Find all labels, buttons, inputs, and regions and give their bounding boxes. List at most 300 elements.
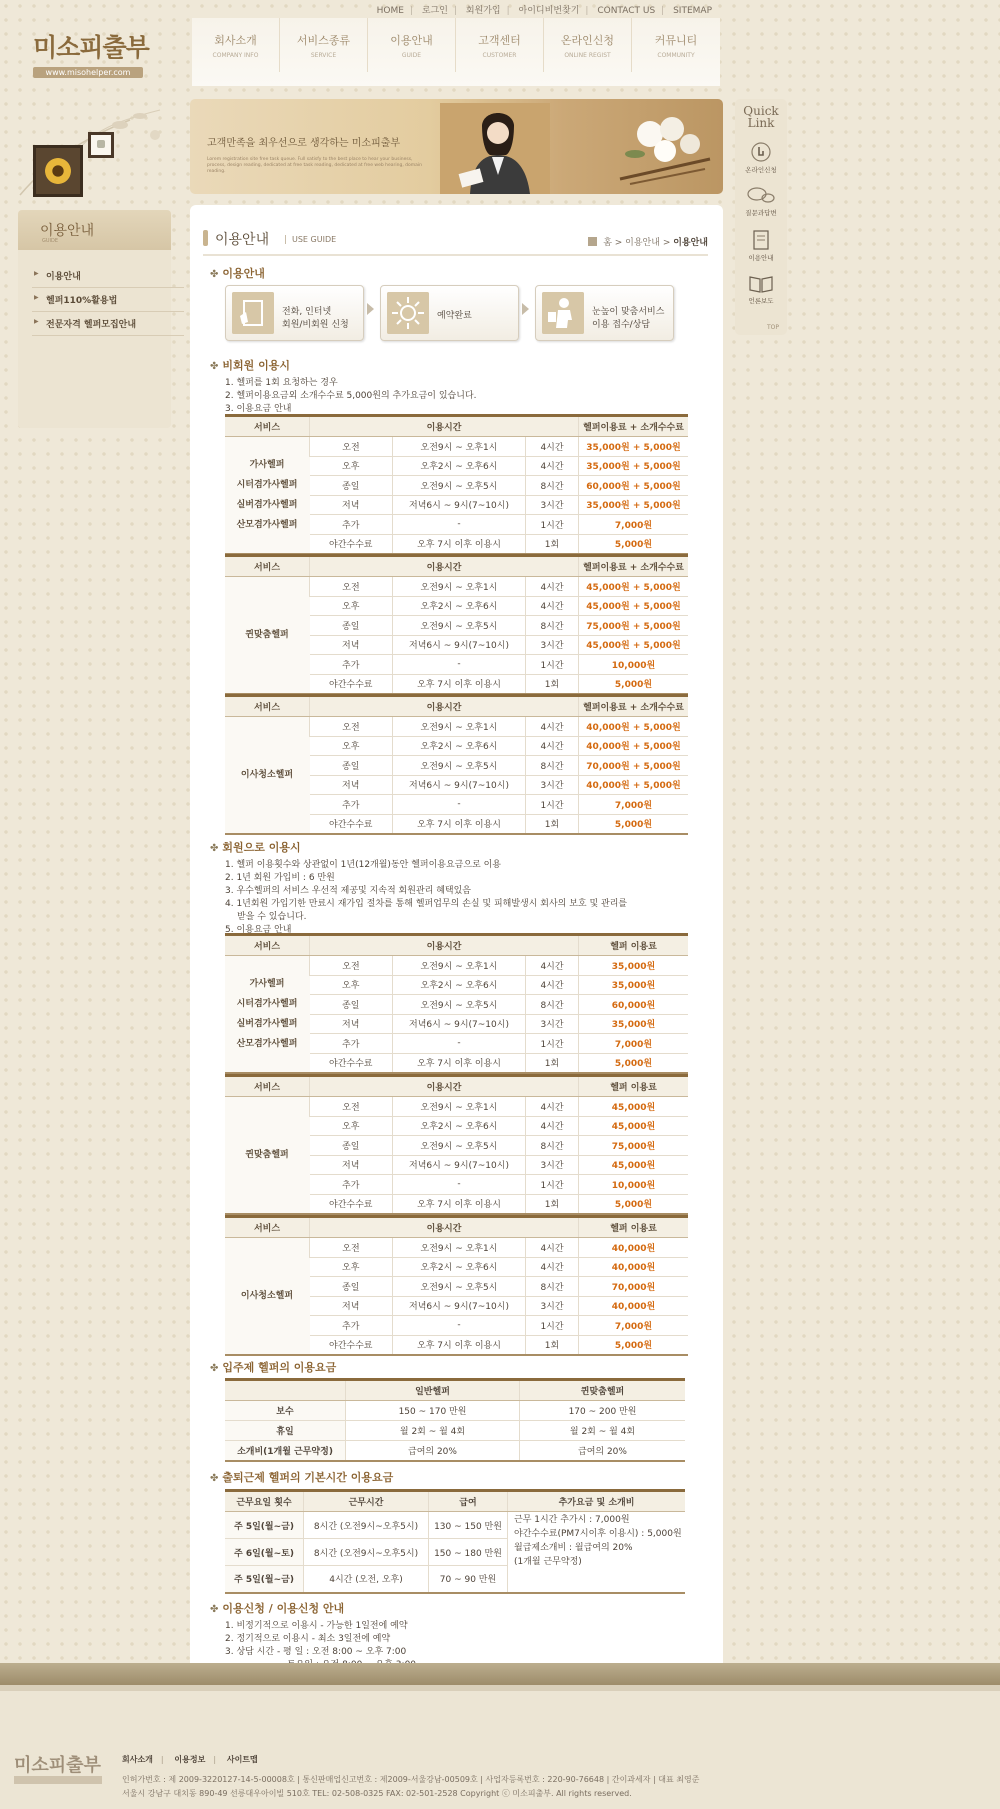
cell: 3시간	[526, 775, 579, 795]
nav-label: 회사소개	[214, 34, 257, 47]
cell: 소개비(1개월 근무약정)	[225, 1441, 346, 1462]
apply-title: 이용신청 / 이용신청 안내	[222, 1602, 345, 1615]
cell: 야간수수료	[310, 1053, 393, 1073]
commute-section	[210, 1469, 393, 1485]
quick-link-panel	[735, 99, 787, 335]
table-header-row	[225, 556, 688, 577]
cell: 오후 7시 이후 이용시	[393, 814, 526, 834]
cell: 추가	[310, 795, 393, 815]
cell: 3시간	[526, 1296, 579, 1316]
cell: 오전9시 ~ 오후1시	[393, 717, 526, 737]
main-nav	[192, 18, 720, 86]
service-name: 산모겸가사헬퍼	[236, 520, 298, 530]
service-name: 산모겸가사헬퍼	[236, 1039, 298, 1049]
bullet-icon: ✤	[210, 269, 219, 280]
cell: 1회	[526, 534, 579, 554]
cell: 보수	[225, 1401, 346, 1421]
price-cell: 75,000원	[579, 1136, 689, 1156]
column-header: 서비스	[225, 1217, 310, 1238]
footer-info	[122, 1773, 699, 1801]
price-cell: 5,000원	[579, 814, 689, 834]
cell: 3시간	[526, 495, 579, 515]
hand-pointer-icon	[750, 141, 772, 163]
cell: 야간수수료	[310, 1335, 393, 1355]
cell: 휴일	[225, 1421, 346, 1441]
cell: 오전9시 ~ 오후5시	[393, 1136, 526, 1156]
bullet-icon: ✤	[210, 843, 219, 854]
header	[0, 0, 1000, 90]
sunflower-frame-image	[33, 145, 83, 197]
guide-title: 이용안내	[222, 267, 265, 280]
cell: 추가	[310, 1034, 393, 1054]
price-cell: 40,000원 + 5,000원	[579, 736, 689, 756]
price-cell: 60,000원 + 5,000원	[579, 476, 689, 496]
utility-sitemap-link[interactable]: SITEMAP	[673, 6, 712, 16]
cell: -	[393, 1175, 526, 1195]
cell: 저녁	[310, 1296, 393, 1316]
cell: 저녁6시 ~ 9시(7~10시)	[393, 775, 526, 795]
cell: 야간수수료	[310, 814, 393, 834]
price-cell: 35,000원 + 5,000원	[579, 456, 689, 476]
cell: -	[393, 515, 526, 535]
cell: 저녁6시 ~ 9시(7~10시)	[393, 495, 526, 515]
price-cell: 40,000원 + 5,000원	[579, 775, 689, 795]
cell: 4시간	[526, 1257, 579, 1277]
cell: 월 2회 ~ 월 4회	[520, 1421, 686, 1441]
price-cell: 35,000원	[579, 975, 689, 995]
service-name-cell	[225, 1097, 310, 1215]
cell: 1회	[526, 1053, 579, 1073]
cell: 4시간	[526, 956, 579, 976]
service-name-cell	[225, 437, 310, 555]
footer-logo-url-bar	[14, 1776, 102, 1784]
logo-text: 미소피출부	[33, 33, 149, 62]
note-item: 2. 정기적으로 이용시 - 최소 3일전에 예약	[225, 1634, 391, 1644]
sidebar-item-recruit[interactable]: ▶ 전문자격 헬퍼모집안내	[32, 312, 184, 336]
guide-section	[210, 265, 265, 281]
price-cell: 45,000원	[579, 1155, 689, 1175]
service-name: 퀸맞춤헬퍼	[245, 1150, 289, 1160]
price-cell: 7,000원	[579, 1034, 689, 1054]
cell: 종일	[310, 1136, 393, 1156]
cell: 70 ~ 90 만원	[429, 1566, 508, 1593]
note-item: 1. 비정기적으로 이용시 - 가능한 1일전에 예약	[225, 1621, 408, 1631]
cell: 오후	[310, 736, 393, 756]
nav-sublabel: COMPANY INFO	[212, 52, 259, 59]
cell: 4시간	[526, 717, 579, 737]
nav-customer[interactable]	[456, 18, 544, 72]
utility-join-link[interactable]: 회원가입	[465, 6, 501, 16]
banner-title: 고객만족을 최우선으로 생각하는 미소피출부	[207, 138, 401, 149]
cell: 추가	[310, 515, 393, 535]
table-row	[225, 1097, 688, 1117]
service-name-cell	[225, 1238, 310, 1356]
column-header: 이용시간	[310, 696, 579, 717]
commute-table	[225, 1489, 685, 1594]
cell: 종일	[310, 995, 393, 1015]
cell: 4시간	[526, 975, 579, 995]
price-cell: 40,000원 + 5,000원	[579, 717, 689, 737]
cell: 8시간	[526, 1277, 579, 1297]
price-cell: 5,000원	[579, 1194, 689, 1214]
cell: 8시간	[526, 995, 579, 1015]
flowers-photo	[610, 109, 720, 189]
note-item: 3. 이용요금 안내	[225, 404, 292, 414]
step-line1: 예약완료	[437, 311, 472, 321]
price-cell: 35,000원 + 5,000원	[579, 495, 689, 515]
service-name-cell	[225, 717, 310, 835]
arrow-right-icon	[522, 303, 529, 315]
column-header: 일반헬퍼	[346, 1380, 520, 1401]
cell: 오후	[310, 975, 393, 995]
nav-label: 커뮤니티	[654, 34, 698, 47]
sidebar-item-helper-tips[interactable]: ▶ 헬퍼110%활용법	[32, 288, 184, 312]
price-cell: 45,000원	[579, 1097, 689, 1117]
service-name: 시터겸가사헬퍼	[236, 999, 298, 1009]
cell: 야간수수료	[310, 674, 393, 694]
cell: 추가	[310, 1316, 393, 1336]
note-item: 2. 헬퍼이용요금외 소개수수료 5,000원의 추가요금이 있습니다.	[225, 391, 477, 401]
quick-online-apply[interactable]	[735, 141, 787, 174]
cell: 저녁6시 ~ 9시(7~10시)	[393, 1014, 526, 1034]
utility-nav	[377, 3, 712, 16]
column-header: 서비스	[225, 1076, 310, 1097]
cell: 종일	[310, 476, 393, 496]
price-cell: 45,000원 + 5,000원	[579, 596, 689, 616]
cell: -	[393, 655, 526, 675]
cell: 1회	[526, 814, 579, 834]
nav-sublabel: SERVICE	[310, 52, 337, 59]
step-line2: 회원/비회원 신청	[282, 320, 349, 330]
member-section	[210, 839, 627, 937]
cell: 저녁	[310, 1155, 393, 1175]
note-item: 4. 1년회원 가입기한 만료시 재가입 절차를 통해 헬퍼업무의 손실 및 피해발생시 회사의 보호 및 관리를	[225, 899, 628, 909]
cell: 추가	[310, 655, 393, 675]
cell: 오후2시 ~ 오후6시	[393, 1257, 526, 1277]
table-header-row	[225, 1076, 688, 1097]
cell: 150 ~ 170 만원	[346, 1401, 520, 1421]
footer-links	[122, 1754, 258, 1765]
price-cell: 70,000원	[579, 1277, 689, 1297]
quick-label: 온라인신청	[745, 166, 777, 174]
price-cell: 40,000원	[579, 1296, 689, 1316]
column-header: 헬퍼 이용료	[579, 935, 689, 956]
table-row	[225, 956, 688, 976]
cell: 4시간	[526, 437, 579, 457]
cell: 오후 7시 이후 이용시	[393, 1335, 526, 1355]
cell: 종일	[310, 756, 393, 776]
service-name: 가사헬퍼	[249, 460, 285, 470]
table-row	[225, 1401, 685, 1421]
footer-link-info[interactable]: 이용정보	[174, 1755, 206, 1764]
logo-url: www.misohelper.com	[33, 67, 143, 78]
nav-label: 고객센터	[478, 34, 521, 47]
nav-guide[interactable]	[368, 18, 456, 72]
sidebar-title-text: 이용안내	[40, 223, 95, 239]
cell: 야간수수료	[310, 534, 393, 554]
sidebar-item-guide[interactable]: ▶ 이용안내	[32, 264, 184, 288]
step-line2: 이용 접수/상담	[592, 320, 651, 330]
utility-contact-link[interactable]: CONTACT US	[597, 6, 656, 16]
footer-link-company[interactable]: 회사소개	[122, 1755, 153, 1764]
cell: 오전9시 ~ 오후5시	[393, 995, 526, 1015]
note-item: 3. 상담 시간 - 평 일 : 오전 8:00 ~ 오후 7:00	[225, 1647, 407, 1657]
price-cell: 10,000원	[579, 655, 689, 675]
divider: |	[506, 6, 510, 16]
cell: 1시간	[526, 1034, 579, 1054]
step-reserved	[380, 285, 519, 341]
nav-community[interactable]	[632, 18, 720, 72]
cell: 8시간 (오전9시~오후5시)	[304, 1539, 429, 1566]
cell: 종일	[310, 1277, 393, 1297]
cell: 4시간	[526, 1238, 579, 1258]
cell: 1시간	[526, 1175, 579, 1195]
cell: 오후2시 ~ 오후6시	[393, 736, 526, 756]
nonmember-title: 비회원 이용시	[222, 359, 290, 372]
extra-line: 근무 1시간 추가시 : 7,000원	[514, 1515, 630, 1525]
table-header-row	[225, 1217, 688, 1238]
cell: 4시간	[526, 736, 579, 756]
table-row	[225, 1441, 685, 1462]
nonmember-section	[210, 357, 476, 416]
cell: 오후 7시 이후 이용시	[393, 534, 526, 554]
cell: 저녁6시 ~ 9시(7~10시)	[393, 635, 526, 655]
table-header-row	[225, 1380, 685, 1401]
bullet-icon: ✤	[210, 1604, 219, 1615]
price-cell: 45,000원 + 5,000원	[579, 635, 689, 655]
cell: 오전9시 ~ 오후1시	[393, 577, 526, 597]
extra-line: 월급제소개비 : 월급여의 20%	[514, 1543, 633, 1553]
divider: |	[213, 1755, 217, 1764]
price-cell: 35,000원	[579, 1014, 689, 1034]
bullet-icon: ✤	[210, 1363, 219, 1374]
extra-line: (1개월 근무약정)	[514, 1557, 582, 1567]
table-header-row	[225, 416, 688, 437]
price-cell: 40,000원	[579, 1238, 689, 1258]
fee-table	[225, 554, 688, 695]
divider: |	[160, 1755, 164, 1764]
section-title	[210, 265, 265, 281]
quick-title-line2: Link	[747, 116, 775, 130]
column-header: 서비스	[225, 696, 310, 717]
small-frame-image	[88, 132, 114, 158]
price-cell: 60,000원	[579, 995, 689, 1015]
cell: 오전	[310, 437, 393, 457]
sidebar-title-en: GUIDE	[42, 238, 59, 244]
footer-logo: 미소피출부	[14, 1755, 101, 1776]
cell: 150 ~ 180 만원	[429, 1539, 508, 1566]
section-title	[210, 357, 476, 373]
price-cell: 5,000원	[579, 1335, 689, 1355]
utility-login-link[interactable]: 로그인	[421, 6, 448, 16]
cell: 8시간	[526, 616, 579, 636]
speech-bubbles-icon	[746, 186, 776, 206]
top-banner	[190, 99, 723, 194]
cell: 추가	[310, 1175, 393, 1195]
cell: 3시간	[526, 635, 579, 655]
divider: |	[453, 6, 457, 16]
note-item: 1. 헬퍼를 1회 요청하는 경우	[225, 378, 338, 388]
sidebar-menu	[32, 264, 184, 336]
price-cell: 5,000원	[579, 1053, 689, 1073]
nav-sublabel: CUSTOMER	[482, 52, 517, 59]
utility-findid-link[interactable]: 아이디비번찾기	[518, 6, 580, 16]
quick-press[interactable]	[735, 274, 787, 305]
table-header-row	[225, 696, 688, 717]
cell: 오후2시 ~ 오후6시	[393, 456, 526, 476]
cell: 4시간	[526, 1116, 579, 1136]
service-name: 이사청소헬퍼	[240, 770, 294, 780]
breadcrumb-home[interactable]: 홈	[603, 238, 612, 248]
cell: 오전	[310, 1238, 393, 1258]
cell: -	[393, 795, 526, 815]
cell: 오전9시 ~ 오후1시	[393, 956, 526, 976]
cell: -	[393, 1034, 526, 1054]
cell: 오전9시 ~ 오후5시	[393, 1277, 526, 1297]
cell: 오후2시 ~ 오후6시	[393, 975, 526, 995]
cell: 오전	[310, 956, 393, 976]
cell: 주 5일(월~금)	[225, 1512, 304, 1539]
price-cell: 45,000원 + 5,000원	[579, 577, 689, 597]
cell: 8시간	[526, 756, 579, 776]
divider: |	[585, 6, 589, 16]
footer-link-sitemap[interactable]: 사이트맵	[226, 1755, 258, 1764]
person-icon	[542, 292, 584, 334]
price-cell: 7,000원	[579, 515, 689, 535]
cell: -	[393, 1316, 526, 1336]
livein-section	[210, 1359, 336, 1375]
nav-service[interactable]	[280, 18, 368, 72]
divider: |	[409, 6, 413, 16]
cell: 오후	[310, 1116, 393, 1136]
cell: 저녁6시 ~ 9시(7~10시)	[393, 1296, 526, 1316]
cell: 오후 7시 이후 이용시	[393, 1194, 526, 1214]
cell: 4시간	[526, 577, 579, 597]
top-button[interactable]: TOP	[766, 324, 779, 331]
cell: 130 ~ 150 만원	[429, 1512, 508, 1539]
cell: 8시간 (오전9시~오후5시)	[304, 1512, 429, 1539]
breadcrumb: 홈 > 이용안내 > 이용안내	[588, 235, 708, 248]
price-cell: 40,000원	[579, 1257, 689, 1277]
cell: 3시간	[526, 1155, 579, 1175]
column-header: 추가요금 및 소개비	[508, 1491, 686, 1512]
cell: 1회	[526, 1194, 579, 1214]
step-line1: 눈높이 맞춤서비스	[592, 307, 665, 317]
page-title: 이용안내	[215, 232, 270, 248]
extra-fee-cell	[508, 1512, 686, 1593]
step-apply	[225, 285, 364, 341]
member-title: 회원으로 이용시	[222, 841, 301, 854]
cell: 급여의 20%	[520, 1441, 686, 1462]
service-name: 실버겸가사헬퍼	[236, 500, 298, 510]
woman-photo	[440, 103, 550, 194]
bullet-icon: ✤	[210, 361, 219, 372]
step-line1: 전화, 인터넷	[282, 307, 332, 317]
cell: 오전	[310, 1097, 393, 1117]
note-item: 2. 1년 회원 가입비 : 6 만원	[225, 873, 335, 883]
section-title	[210, 1600, 424, 1616]
footer	[0, 1691, 1000, 1809]
cell: 오후2시 ~ 오후6시	[393, 596, 526, 616]
footer-band	[0, 1663, 1000, 1685]
cell: 저녁	[310, 1014, 393, 1034]
quick-label: 언론보도	[748, 297, 774, 305]
sun-icon	[387, 292, 429, 334]
cell: 오전	[310, 577, 393, 597]
cell: 8시간	[526, 1136, 579, 1156]
service-name: 이사청소헬퍼	[240, 1291, 294, 1301]
service-name: 시터겸가사헬퍼	[236, 480, 298, 490]
service-name-cell	[225, 956, 310, 1074]
cell: 오전	[310, 717, 393, 737]
cell: 오후	[310, 456, 393, 476]
sidebar-title	[18, 210, 171, 250]
column-header: 헬퍼 이용료	[579, 1076, 689, 1097]
site-logo[interactable]	[33, 28, 151, 78]
quick-qna[interactable]	[735, 186, 787, 217]
column-header: 서비스	[225, 416, 310, 437]
cell: 1시간	[526, 1316, 579, 1336]
quick-label: 질문과답변	[745, 209, 777, 217]
cell: 오후	[310, 596, 393, 616]
note-item: 받을 수 있습니다.	[237, 912, 307, 922]
nav-sublabel: COMMUNITY	[657, 52, 695, 59]
arrow-right-icon	[367, 303, 374, 315]
cell: 1시간	[526, 515, 579, 535]
cell: 오후 7시 이후 이용시	[393, 1053, 526, 1073]
fee-table	[225, 933, 688, 1074]
breadcrumb-section[interactable]: 이용안내	[625, 238, 660, 248]
guide-steps	[225, 285, 675, 341]
cell: 오전9시 ~ 오후1시	[393, 1238, 526, 1258]
note-item: 5. 이용요금 안내	[225, 925, 292, 935]
column-header: 퀸맞춤헬퍼	[520, 1380, 686, 1401]
cell: 4시간 (오전, 오후)	[304, 1566, 429, 1593]
step-service	[535, 285, 674, 341]
service-name: 실버겸가사헬퍼	[236, 1019, 298, 1029]
divider: |	[661, 6, 665, 16]
note-item: 1. 헬퍼 이용횟수와 상관없이 1년(12개월)동안 헬퍼이용요금으로 이용	[225, 860, 501, 870]
nav-company[interactable]	[192, 18, 280, 72]
home-icon	[588, 237, 597, 246]
footer-info-line2: 서울시 강남구 대치동 890-49 선릉대우아이빌 510호 TEL: 02-508-0325 FAX: 02-501-2528 Copyright ⓒ 미소피출부. All rights reserved.	[122, 1789, 632, 1798]
footer-info-line1: 인허가번호 : 제 2009-3220127-14-5-00008호 | 통신판매업신고번호 : 제2009-서울강남-00509호 | 사업자등록번호 : 220-90-76648 | 간이과세자 | 대표 최영준	[122, 1775, 700, 1784]
nonmember-notes	[225, 377, 476, 416]
quick-guide[interactable]	[735, 229, 787, 262]
step-text	[592, 306, 664, 332]
livein-table	[225, 1378, 685, 1462]
open-book-icon	[748, 274, 774, 294]
price-cell: 10,000원	[579, 1175, 689, 1195]
cell: 오전9시 ~ 오후5시	[393, 476, 526, 496]
cell: 170 ~ 200 만원	[520, 1401, 686, 1421]
cell: 4시간	[526, 456, 579, 476]
section-title	[210, 1469, 393, 1485]
price-cell: 7,000원	[579, 1316, 689, 1336]
notebook-icon	[752, 229, 770, 251]
sunflower-icon	[45, 158, 71, 184]
step-text	[282, 306, 349, 332]
column-header: 이용시간	[310, 1076, 579, 1097]
nav-online-regist[interactable]	[544, 18, 632, 72]
utility-home-link[interactable]: HOME	[376, 6, 404, 16]
table-row	[225, 1512, 685, 1539]
cell: 주 6일(월~토)	[225, 1539, 304, 1566]
table-header-row	[225, 1491, 685, 1512]
sidebar	[18, 210, 171, 428]
quick-title-line1: Quick	[743, 104, 779, 118]
fee-table	[225, 694, 688, 835]
